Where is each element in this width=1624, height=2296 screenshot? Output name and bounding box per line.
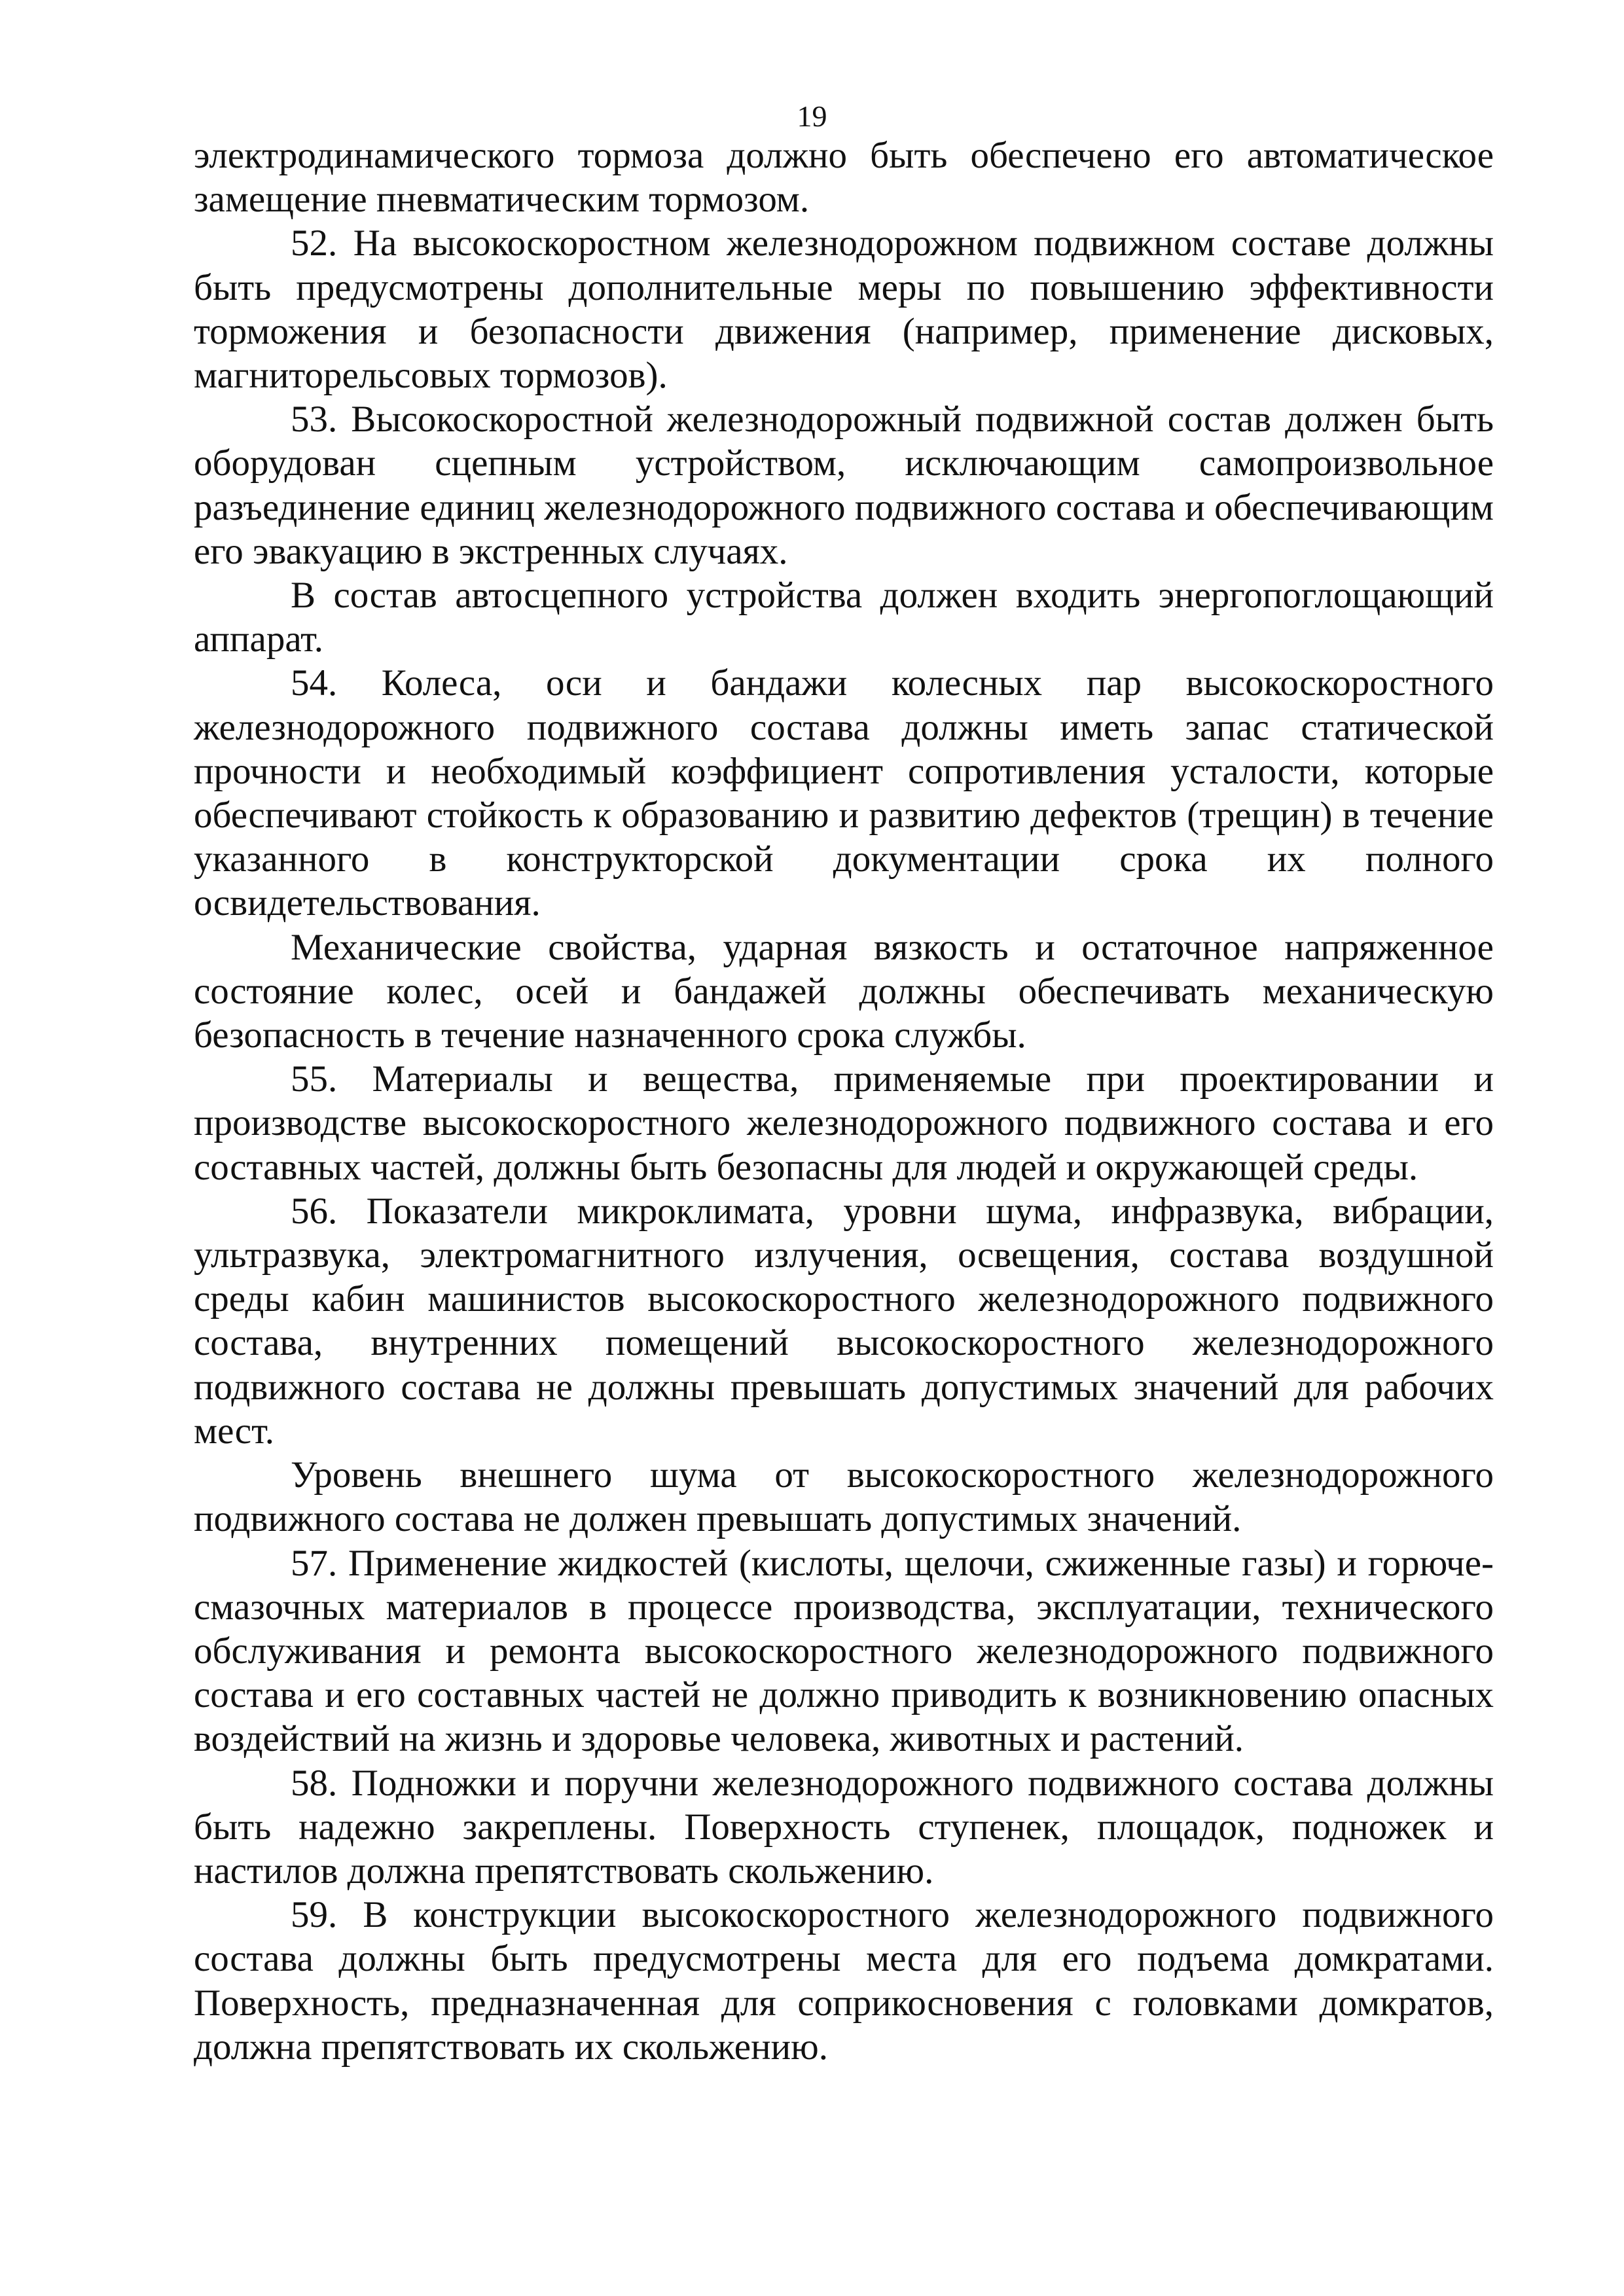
paragraph-item-54-properties: Механические свойства, ударная вязкость и остаточное напряженное состояние колес, осей и бандажей должны обеспечивать механическую безопасность в течение назначенного срока службы. [194, 926, 1494, 1056]
paragraph-item-59: 59. В конструкции высокоскоростного железнодорожного подвижного состава должны быть предусмотрены места для его подъема домкратами. Поверхность, предназначенная для соприкосновения с головками домкратов, должна препятствовать их скольжению. [194, 1894, 1494, 2068]
paragraph-item-52: 52. На высокоскоростном железнодорожном подвижном составе должны быть предусмотрены дополнительные меры по повышению эффективности торможения и безопасности движения (например, применение дисковых, магниторельсовых тормозов). [194, 223, 1494, 397]
paragraph-item-56: 56. Показатели микроклимата, уровни шума, инфразвука, вибрации, ультразвука, электромагнитного излучения, освещения, состава воздушной среды кабин машинистов высокоскоростного железнодорожного подвижного состава, внутренних помещений высокоскоростного железнодорожного подвижного состава не должны превышать допустимых значений для рабочих мест. [194, 1190, 1494, 1452]
paragraph-item-57: 57. Применение жидкостей (кислоты, щелочи, сжиженные газы) и горюче-смазочных материалов в процессе производства, эксплуатации, технического обслуживания и ремонта высокоскоростного железнодорожного подвижного состава и его составных частей не должно приводить к возникновению опасных воздействий на жизнь и здоровье человека, животных и растений. [194, 1542, 1494, 1760]
paragraph-item-54: 54. Колеса, оси и бандажи колесных пар высокоскоростного железнодорожного подвижного состава должны иметь запас статической прочности и необходимый коэффициент сопротивления усталости, которые обеспечивают стойкость к образованию и развитию дефектов (трещин) в течение указанного в конструкторской документации срока их полного освидетельствования. [194, 662, 1494, 924]
paragraph-item-53-coupler: В состав автосцепного устройства должен входить энергопоглощающий аппарат. [194, 575, 1494, 660]
paragraph-item-53: 53. Высокоскоростной железнодорожный подвижной состав должен быть оборудован сцепным устройством, исключающим самопроизвольное разъединение единиц железнодорожного подвижного состава и обеспечивающим его эвакуацию в экстренных случаях. [194, 399, 1494, 572]
paragraph-item-55: 55. Материалы и вещества, применяемые при проектировании и производстве высокоскоростного железнодорожного подвижного состава и его составных частей, должны быть безопасны для людей и окружающей среды. [194, 1058, 1494, 1188]
page-number: 19 [797, 99, 827, 133]
paragraph-item-56-noise: Уровень внешнего шума от высокоскоростного железнодорожного подвижного состава не должен превышать допустимых значений. [194, 1454, 1494, 1540]
document-body [194, 134, 1494, 2069]
paragraph-continuation: электродинамического тормоза должно быть обеспечено его автоматическое замещение пневматическим тормозом. [194, 135, 1494, 221]
paragraph-item-58: 58. Подножки и поручни железнодорожного подвижного состава должны быть надежно закреплены. Поверхность ступенек, площадок, подножек и настилов должна препятствовать скольжению. [194, 1762, 1494, 1892]
